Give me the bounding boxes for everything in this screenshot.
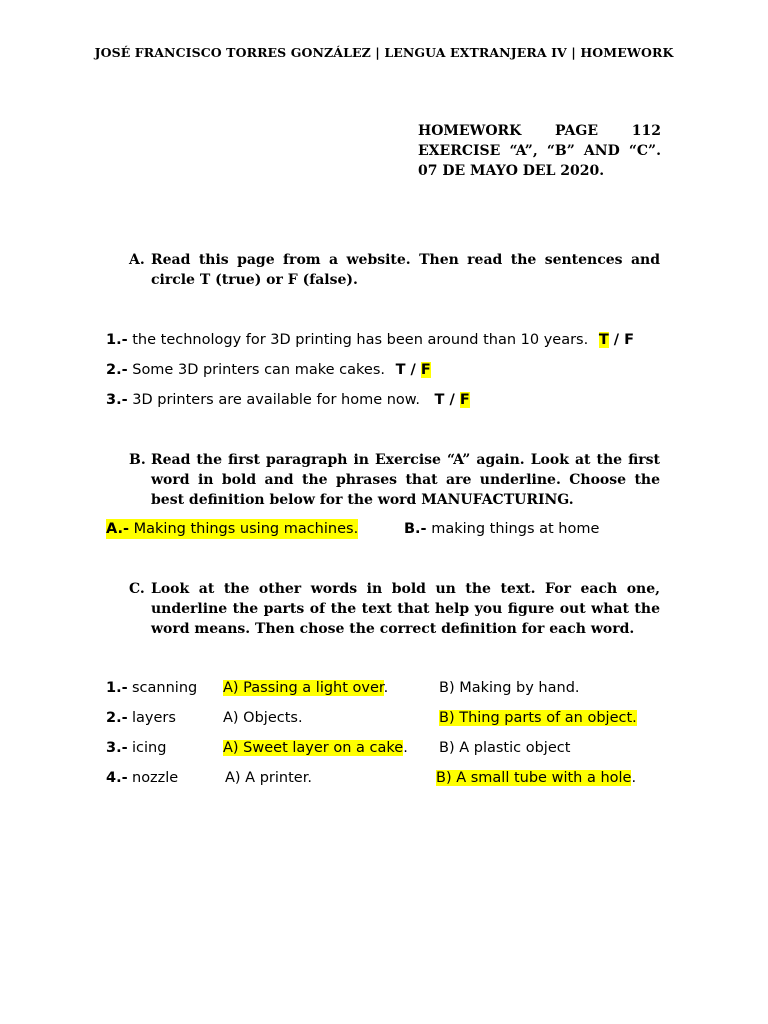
false-option: F <box>420 362 431 378</box>
vocab-word: scanning <box>132 680 198 696</box>
item-number: 2.- <box>106 710 128 726</box>
section-b-answers <box>106 519 666 539</box>
tf-item <box>106 330 634 350</box>
vocab-word: layers <box>132 710 176 726</box>
vocab-word: nozzle <box>132 770 179 786</box>
option-a <box>223 738 408 758</box>
item-number: 1.- <box>106 680 128 696</box>
option-text: A) Passing a light over <box>223 680 384 696</box>
homework-word: AND <box>583 143 620 159</box>
option-text: A) Sweet layer on a cake <box>223 740 404 756</box>
instruction-text: Read this page from a website. Then read the sentences and circle T (true) or F (false). <box>151 252 660 288</box>
section-letter: C. <box>129 581 145 597</box>
option-b <box>439 708 637 728</box>
true-false-choice <box>435 392 470 408</box>
answer-a-highlighted <box>106 519 358 539</box>
section-letter: B. <box>129 452 146 468</box>
homework-line-1 <box>418 121 661 141</box>
vocab-word: icing <box>132 740 167 756</box>
section-letter: A. <box>129 252 145 268</box>
option-text: A) Objects. <box>223 710 303 726</box>
true-false-choice <box>599 332 634 348</box>
option-suffix: . <box>631 770 637 786</box>
true-false-choice <box>396 362 431 378</box>
definition-row <box>106 678 666 698</box>
definition-row <box>106 768 666 788</box>
instruction-text: Read the first paragraph in Exercise “A” again. Look at the first word in bold and the phrases that are underline. Choose the best definition below for the word MANUFACTURING. <box>151 452 660 508</box>
true-option: T <box>395 362 406 378</box>
answer-b <box>404 519 599 539</box>
homework-word: 112 <box>631 123 661 139</box>
option-b <box>439 738 570 758</box>
homework-word: “A”, <box>509 143 538 159</box>
separator: / <box>405 362 421 378</box>
false-option: F <box>459 392 470 408</box>
item-sentence: the technology for 3D printing has been around than 10 years. <box>132 332 589 348</box>
option-suffix: . <box>403 740 408 756</box>
homework-word: EXERCISE <box>418 143 501 159</box>
section-a-instruction <box>129 250 660 290</box>
true-option: T <box>434 392 445 408</box>
true-option: T <box>598 332 609 348</box>
separator: / <box>608 332 625 348</box>
definition-row <box>106 708 666 728</box>
item-number: 1.- <box>106 332 128 348</box>
option-b <box>436 768 636 788</box>
answer-text: Making things using machines. <box>133 521 359 537</box>
section-b-instruction <box>129 450 660 510</box>
item-number: 3.- <box>106 740 128 756</box>
option-text: B) A plastic object <box>439 740 571 756</box>
separator: / <box>444 392 460 408</box>
definition-row <box>106 738 666 758</box>
instruction-text: Look at the other words in bold un the text. For each one, underline the parts of the text that help you figure out what the word means. Then chose the correct definition for each word. <box>151 581 660 637</box>
tf-item <box>106 390 470 410</box>
homework-date: 07 DE MAYO DEL 2020. <box>418 163 605 179</box>
item-number: 2.- <box>106 362 128 378</box>
homework-word: “B” <box>546 143 575 159</box>
homework-title-block <box>418 121 661 181</box>
item-sentence: Some 3D printers can make cakes. <box>132 362 385 378</box>
homework-word: PAGE <box>555 123 599 139</box>
option-a <box>223 678 388 698</box>
option-suffix: . <box>383 680 389 696</box>
answer-label: A.- <box>106 521 130 537</box>
item-number: 4.- <box>106 770 128 786</box>
homework-word: “C”. <box>628 143 661 159</box>
homework-word: HOMEWORK <box>418 123 522 139</box>
option-text: A) A printer. <box>225 770 312 786</box>
item-sentence: 3D printers are available for home now. <box>132 392 420 408</box>
false-option: F <box>624 332 635 348</box>
option-text: B) A small tube with a hole <box>436 770 632 786</box>
answer-text: making things at home <box>431 521 600 537</box>
option-text: B) Thing parts of an object. <box>439 710 637 726</box>
answer-label: B.- <box>404 521 427 537</box>
option-a <box>223 708 303 728</box>
item-number: 3.- <box>106 392 128 408</box>
homework-line-2 <box>418 141 661 161</box>
tf-item <box>106 360 431 380</box>
option-text: B) Making by hand. <box>439 680 580 696</box>
section-c-instruction <box>129 579 660 639</box>
option-a <box>225 768 312 788</box>
document-header: JOSÉ FRANCISCO TORRES GONZÁLEZ | LENGUA EXTRANJERA IV | HOMEWORK <box>94 45 674 60</box>
option-b <box>439 678 580 698</box>
